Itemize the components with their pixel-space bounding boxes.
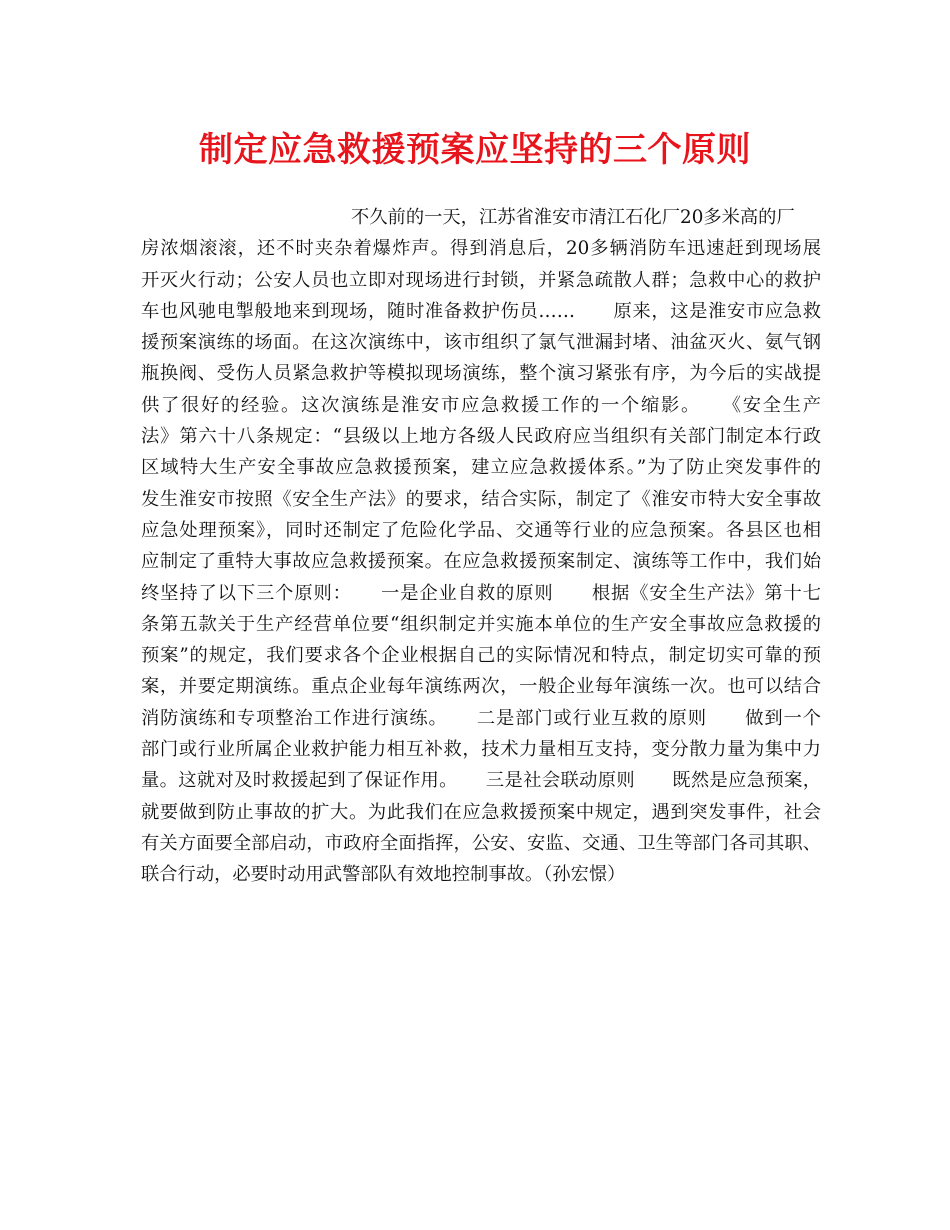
paragraph-line: 有关方面要全部启动，市政府全面指挥，公安、安监、交通、卫生等部门各司其职、 <box>141 832 821 854</box>
paragraph-line: 援预案演练的场面。在这次演练中，该市组织了氯气泄漏封堵、油盆灭火、氨气钢 <box>141 332 821 354</box>
paragraph-line: 应急处理预案》，同时还制定了危险化学品、交通等行业的应急预案。各县区也相 <box>141 519 821 541</box>
paragraph-line: 区域特大生产安全事故应急救援预案，建立应急救援体系。”为了防止突发事件的 <box>141 457 821 479</box>
paragraph-line: 预案”的规定，我们要求各个企业根据自己的实际情况和特点，制定切实可靠的预 <box>141 645 821 667</box>
document-title: 制定应急救援预案应坚持的三个原则 <box>199 130 751 170</box>
document-body <box>141 202 821 891</box>
paragraph-line: 终坚持了以下三个原则： 一是企业自救的原则 根据《安全生产法》第十七 <box>141 582 821 604</box>
paragraph-line: 条第五款关于生产经营单位要“组织制定并实施本单位的生产安全事故应急救援的 <box>141 613 821 635</box>
paragraph-line: 房浓烟滚滚，还不时夹杂着爆炸声。得到消息后，20多辆消防车迅速赶到现场展 <box>141 238 821 260</box>
paragraph-line: 就要做到防止事故的扩大。为此我们在应急救援预案中规定，遇到突发事件，社会 <box>141 801 821 823</box>
paragraph-line: 消防演练和专项整治工作进行演练。 二是部门或行业互救的原则 做到一个 <box>141 707 821 729</box>
paragraph-line: 联合行动，必要时动用武警部队有效地控制事故。（孙宏憬） <box>141 864 626 886</box>
paragraph-line: 供了很好的经验。这次演练是淮安市应急救援工作的一个缩影。 《安全生产 <box>141 394 821 416</box>
paragraph-line: 案，并要定期演练。重点企业每年演练两次，一般企业每年演练一次。也可以结合 <box>141 676 821 698</box>
paragraph-line: 部门或行业所属企业救护能力相互补救，技术力量相互支持，变分散力量为集中力 <box>141 739 821 761</box>
paragraph-line: 发生淮安市按照《安全生产法》的要求，结合实际，制定了《淮安市特大安全事故 <box>141 488 821 510</box>
paragraph-line: 车也风驰电掣般地来到现场，随时准备救护伤员…… 原来，这是淮安市应急救 <box>141 300 821 322</box>
paragraph-line: 开灭火行动；公安人员也立即对现场进行封锁，并紧急疏散人群；急救中心的救护 <box>141 269 821 291</box>
paragraph-line: 法》第六十八条规定：“县级以上地方各级人民政府应当组织有关部门制定本行政 <box>141 426 821 448</box>
paragraph-line: 瓶换阀、受伤人员紧急救护等模拟现场演练，整个演习紧张有序，为今后的实战提 <box>141 363 821 385</box>
paragraph-line: 不久前的一天，江苏省淮安市清江石化厂20多米高的厂 <box>351 207 795 228</box>
paragraph-line: 量。这就对及时救援起到了保证作用。 三是社会联动原则 既然是应急预案， <box>141 770 821 792</box>
paragraph-line: 应制定了重特大事故应急救援预案。在应急救援预案制定、演练等工作中，我们始 <box>141 551 821 573</box>
